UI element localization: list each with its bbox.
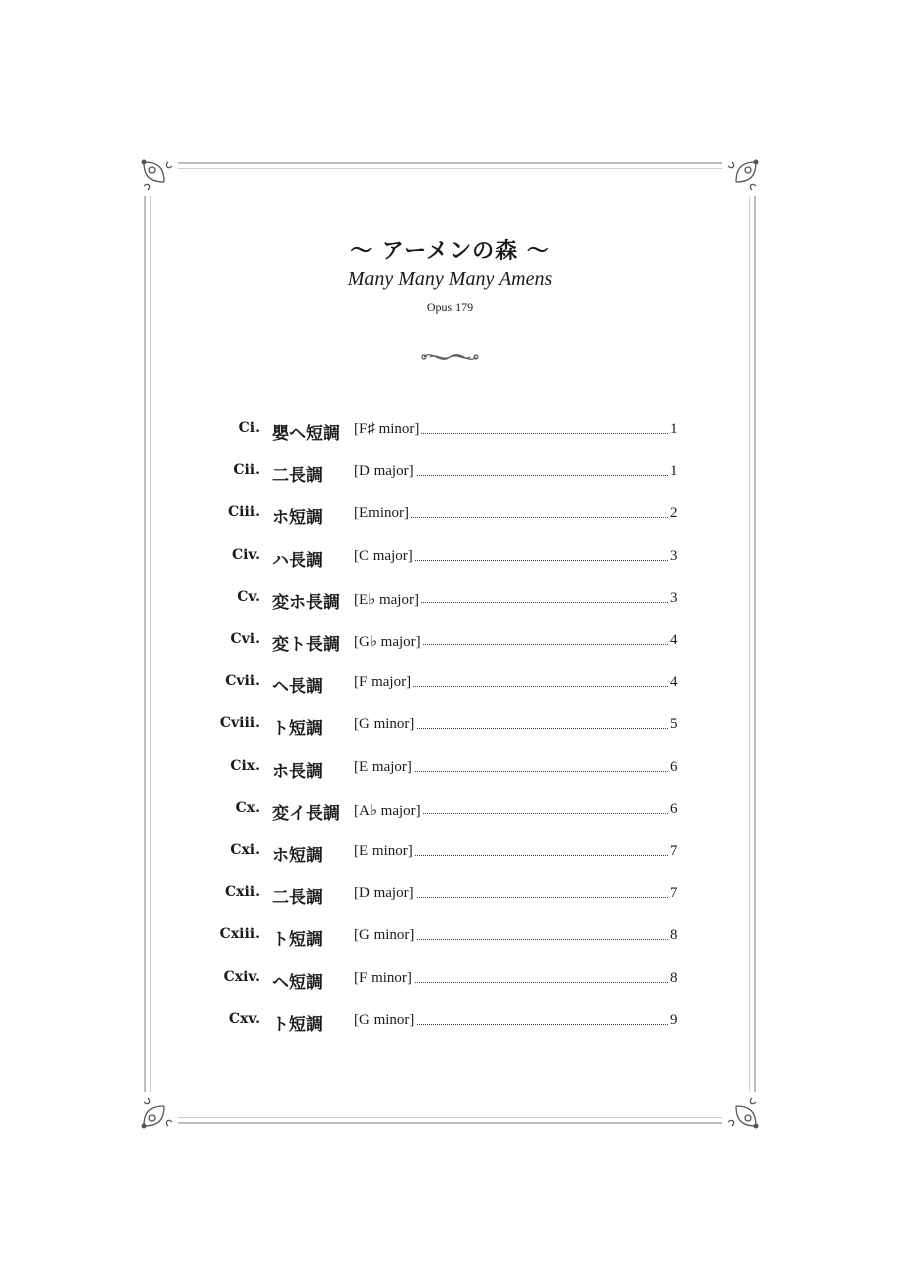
toc-entry-number: Cxi. (230, 842, 260, 858)
page-subtitle: Many Many Many Amens (347, 268, 553, 290)
toc-entry-number: Cxv. (228, 1010, 260, 1027)
toc-entry[interactable] (0, 460, 900, 486)
toc-entry-key-english: [Eminor] (354, 505, 409, 522)
toc-entry-page-number: 8 (670, 927, 678, 944)
toc-entry-number: Cviii. (219, 715, 260, 732)
toc-entry-key-japanese: 嬰ヘ短調 (272, 424, 340, 444)
toc-entry-page-number: 3 (670, 547, 678, 564)
toc-entry-key-japanese: ホ短調 (272, 846, 323, 866)
toc-entry[interactable] (0, 924, 900, 950)
toc-entry-number: Cvi. (230, 631, 260, 647)
toc-entry-key-japanese: ヘ長調 (272, 677, 323, 698)
toc-entry-key-japanese: ヘ短調 (272, 972, 323, 993)
toc-entry-number: Cx. (235, 799, 260, 816)
toc-entry-page-number: 1 (670, 421, 678, 437)
toc-entry-key-japanese: ト短調 (272, 719, 323, 740)
toc-entry-key-japanese: 二長調 (272, 888, 323, 909)
toc-entry-key-english: [D major] (354, 463, 414, 480)
toc-entry-page-number: 6 (670, 800, 678, 817)
toc-entry-key-japanese: ホ長調 (272, 761, 323, 782)
toc-entry-number: Cii. (233, 462, 260, 479)
toc-entry-key-english: [F minor] (354, 969, 412, 986)
toc-entry[interactable] (0, 798, 900, 824)
toc-entry-key-english: [G♭ major] (354, 634, 421, 650)
toc-entry[interactable] (0, 840, 900, 866)
toc-entry-page-number: 7 (670, 843, 678, 859)
toc-entry-key-japanese: ホ短調 (272, 508, 323, 529)
toc-entry-key-english: [A♭ major] (354, 802, 421, 819)
toc-entry-page-number: 4 (670, 632, 678, 648)
corner-ornament-icon (138, 156, 178, 196)
toc-entry-key-japanese: 変ト長調 (272, 635, 340, 655)
toc-entry-key-english: [C major] (354, 547, 413, 564)
toc-entry[interactable] (0, 882, 900, 908)
toc-entry[interactable] (0, 1009, 900, 1035)
toc-entry-number: Cxiv. (223, 968, 260, 985)
toc-entry-key-english: [F♯ minor] (354, 421, 420, 437)
toc-entry-page-number: 8 (670, 969, 678, 986)
corner-ornament-icon (138, 1092, 178, 1132)
flourish-ornament-icon (420, 347, 480, 367)
toc-entry-page-number: 4 (670, 674, 678, 691)
toc-entry-number: Ci. (238, 420, 260, 436)
toc-entry-number: Cxii. (225, 884, 260, 901)
toc-entry-key-japanese: 二長調 (272, 466, 323, 487)
corner-ornament-icon (722, 156, 762, 196)
toc-entry[interactable] (0, 713, 900, 739)
toc-entry[interactable] (0, 629, 900, 655)
page-title: ～ アーメンの森 ～ (350, 239, 550, 264)
toc-entry-page-number: 6 (670, 758, 678, 775)
toc-entry-number: Civ. (231, 546, 260, 563)
toc-entry-key-english: [D major] (354, 885, 414, 902)
toc-entry-page-number: 5 (670, 716, 678, 733)
toc-entry-number: Cv. (237, 588, 260, 605)
toc-entry[interactable] (0, 502, 900, 528)
toc-entry-key-japanese: 変イ長調 (272, 803, 340, 824)
toc-entry-key-japanese: ト短調 (272, 1014, 323, 1035)
toc-entry-key-english: [F major] (354, 674, 412, 691)
toc-entry-page-number: 7 (670, 885, 678, 902)
toc-entry[interactable] (0, 545, 900, 571)
toc-entry[interactable] (0, 587, 900, 613)
toc-entry-number: Ciii. (228, 504, 260, 521)
toc-entry-key-japanese: ト短調 (272, 930, 323, 951)
toc-entry-page-number: 2 (670, 505, 678, 522)
toc-entry-key-japanese: 変ホ長調 (272, 592, 340, 613)
toc-entry-key-english: [G minor] (354, 1011, 415, 1028)
opus-number: Opus 179 (426, 300, 474, 314)
toc-entry[interactable] (0, 671, 900, 697)
toc-entry-number: Cix. (230, 757, 260, 774)
toc-entry-number: Cxiii. (219, 926, 260, 943)
toc-entry-page-number: 1 (670, 463, 678, 480)
toc-entry-key-english: [E♭ major] (354, 591, 419, 608)
toc-entry-key-english: [G minor] (354, 927, 415, 944)
corner-ornament-icon (722, 1092, 762, 1132)
toc-entry[interactable] (0, 418, 900, 444)
toc-entry-key-english: [E minor] (354, 843, 413, 859)
toc-entry-key-english: [G minor] (354, 716, 415, 733)
toc-entry-page-number: 3 (670, 589, 678, 606)
toc-entry[interactable] (0, 967, 900, 993)
toc-entry-page-number: 9 (670, 1011, 678, 1028)
toc-entry-key-english: [E major] (354, 758, 412, 775)
toc-entry-number: Cvii. (225, 673, 260, 690)
toc-entry[interactable] (0, 756, 900, 782)
toc-entry-key-japanese: ハ長調 (272, 550, 323, 571)
